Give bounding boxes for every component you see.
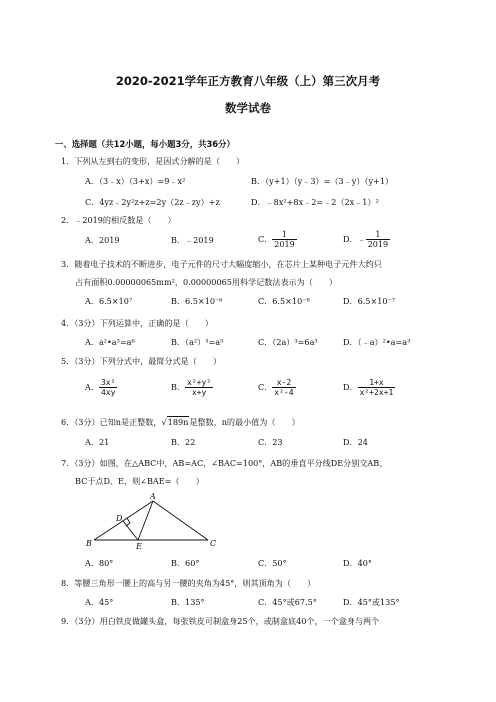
q5-stem: 5．（3分）下列分式中，最简分式是（ ）: [61, 356, 222, 366]
q1-option-c: C．4yz﹣2y²z+z=2y（2z﹣zy）+z: [85, 197, 220, 207]
triangle-figure: [80, 490, 230, 552]
q7-stem-line1: 7．（3分）如图，在△ABC中，AB=AC，∠BAC=100°，AB的垂直平分线DE分别交AB、: [61, 458, 388, 468]
label-d: D: [116, 514, 123, 523]
segment-ac: [153, 501, 208, 540]
q8-option-b: B．135°: [171, 597, 205, 607]
q3-option-d: D．6.5×10⁻⁷: [343, 296, 396, 306]
q4-stem: 4．（3分）下列运算中，正确的是（ ）: [61, 318, 213, 328]
segment-de: [123, 521, 138, 540]
q5-option-a: A． $\frac{\text{3x²}}{4xy}$: [85, 378, 116, 397]
q6-option-b: B．22: [171, 437, 196, 447]
q2-option-d: D．﹣ $\frac{1}{2019}$: [343, 230, 389, 249]
q4-option-b: B．（a²）³=a⁵: [171, 337, 224, 347]
segment-ab: [94, 501, 153, 540]
label-e: E: [136, 542, 142, 551]
section-heading: 一、选择题（共12小题，每小题3分，共36分）: [55, 139, 235, 149]
label-b: B: [86, 539, 92, 548]
q3-stem-line1: 3．随着电子技术的不断进步，电子元件的尺寸大幅度缩小，在芯片上某种电子元件大约只: [61, 259, 382, 269]
q2-option-a: A．2019: [85, 235, 120, 245]
q5-option-c: C． $\frac{x-2}{\text{x²-4}}$: [258, 378, 294, 397]
sqrt-symbol: √: [161, 417, 167, 427]
q3-option-c: C．6.5×10⁻⁸: [258, 296, 310, 306]
q1-option-b: B．（y+1）（y﹣3）=（3﹣y）（y+1）: [251, 176, 394, 186]
label-a: A: [150, 492, 156, 501]
q3-stem-line2: 占有面积0.00000065mm²，0.00000065用科学记数法表示为（ ）: [75, 277, 338, 287]
right-angle-mark: [126, 518, 130, 526]
q2-option-c: C． $\frac{1}{2019}$: [258, 230, 295, 249]
q1-stem: 1．下列从左到右的变形，是因式分解的是（ ）: [61, 156, 245, 166]
exam-subtitle: 数学试卷: [225, 101, 271, 115]
q4-option-c: C．（2a）³=6a³: [258, 337, 318, 347]
q6-stem: 6．（3分）已知n是正整数，√189n是整数，n的最小值为（ ）: [61, 417, 300, 427]
q5-option-b: B． $\frac{\text{x²+y²}}{x+y}$: [171, 378, 212, 397]
q1-option-a: A．（3﹣x）（3+x）=9﹣x²: [85, 176, 186, 186]
q5-option-d: D． $\frac{1+x}{\text{x²+2x+1}}$: [343, 378, 394, 397]
q2-option-b: B．﹣2019: [171, 235, 214, 245]
q2-stem: 2．﹣2019的相反数是（ ）: [61, 215, 176, 225]
q4-option-a: A．a²•a³=a⁶: [85, 337, 135, 347]
q6-option-d: D．24: [343, 437, 368, 447]
q8-option-a: A．45°: [85, 597, 114, 607]
q7-option-d: D．40°: [343, 558, 372, 568]
label-c: C: [210, 539, 217, 548]
q9-stem: 9．（3分）用白铁皮做罐头盒，每张铁皮可制盒身25个，或制盒底40个，一个盒身与两个: [61, 616, 380, 626]
q4-option-d: D．（﹣a）²•a=a³: [343, 337, 411, 347]
q8-option-c: C．45°或67.5°: [258, 597, 317, 607]
q6-option-c: C．23: [258, 437, 283, 447]
q7-stem-line2: BC于点D、E，则∠BAE=（ ）: [75, 476, 204, 486]
q7-option-c: C．50°: [258, 558, 287, 568]
q1-option-d: D．﹣8x²+8x﹣2=﹣2（2x﹣1）²: [251, 197, 379, 207]
q3-option-a: A．6.5×10⁷: [85, 296, 133, 306]
exam-title: 2020-2021学年正方教育八年级（上）第三次月考: [115, 74, 381, 88]
q8-stem: 8．等腰三角形一腰上的高与另一腰的夹角为45°，则其顶角为（ ）: [61, 578, 316, 588]
q7-option-a: A．80°: [85, 558, 114, 568]
q3-option-b: B．6.5×10⁻⁶: [171, 296, 223, 306]
sqrt-radicand: 189n: [167, 417, 189, 427]
segment-ae: [138, 501, 153, 540]
q7-option-b: B．60°: [171, 558, 200, 568]
q6-option-a: A．21: [85, 437, 110, 447]
q8-option-d: D．45°或135°: [343, 597, 400, 607]
